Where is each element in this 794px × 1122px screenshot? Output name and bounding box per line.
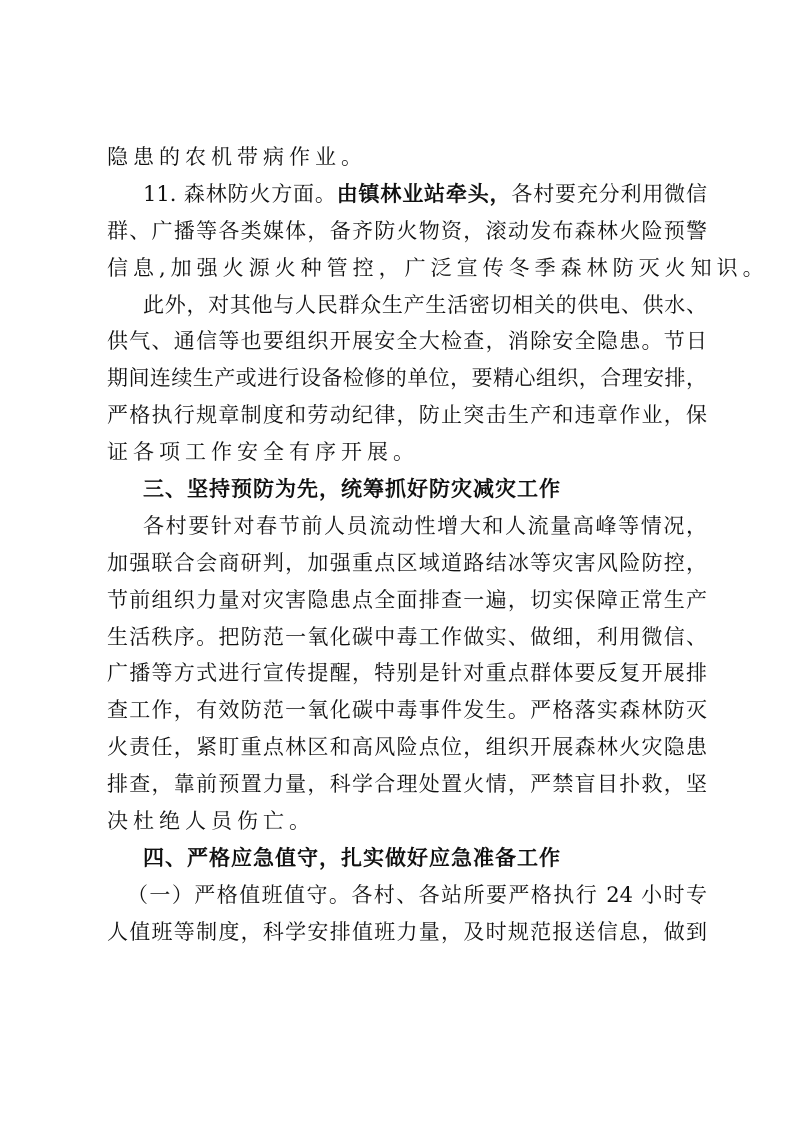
text-line: 查工作，有效防范一氧化碳中毒事件发生。严格落实森林防灭 bbox=[107, 698, 707, 723]
text-line: （一）严格值班值守。各村、各站所要严格执行 24 小时专 bbox=[127, 882, 707, 907]
bold-emphasis: 由镇林业站牵头， bbox=[336, 181, 512, 206]
item-lead: 11. 森林防火方面。 bbox=[143, 181, 337, 206]
text-line: 信息,加强火源火种管控，广泛宣传冬季森林防灭火知识。 bbox=[107, 255, 769, 280]
document-page bbox=[107, 139, 769, 951]
paragraph-1 bbox=[107, 139, 707, 176]
text-line: 人值班等制度，科学安排值班力量，及时规范报送信息，做到 bbox=[107, 919, 707, 944]
text-line: 生活秩序。把防范一氧化碳中毒工作做实、做细，利用微信、 bbox=[107, 624, 707, 649]
text-line: 火责任，紧盯重点林区和高风险点位，组织开展森林火灾隐患 bbox=[107, 735, 707, 760]
text-line: 加强联合会商研判，加强重点区域道路结冰等灾害风险防控， bbox=[107, 550, 707, 575]
text-line bbox=[107, 176, 707, 213]
text-line: 证各项工作安全有序开展。 bbox=[107, 440, 419, 465]
text-line: 节前组织力量对灾害隐患点全面排查一遍，切实保障正常生产 bbox=[107, 587, 707, 612]
paragraph-forest-fire bbox=[107, 176, 769, 287]
text-line: 隐患的农机带病作业。 bbox=[107, 145, 367, 169]
text-line: 此外，对其他与人民群众生产生活密切相关的供电、供水、 bbox=[143, 292, 707, 317]
text-line: 群、广播等各类媒体，备齐防火物资，滚动发布森林火险预警 bbox=[107, 218, 707, 243]
text-line: 供气、通信等也要组织开展安全大检查，消除安全隐患。节日 bbox=[107, 329, 707, 354]
text-line: 各村要针对春节前人员流动性增大和人流量高峰等情况， bbox=[143, 513, 707, 538]
paragraph-other-safety bbox=[107, 287, 707, 471]
item-rest: 各村要充分利用微信 bbox=[511, 181, 707, 206]
text-line: 排查，靠前预置力量，科学合理处置火情，严禁盲目扑救，坚 bbox=[107, 772, 707, 797]
text-line: 期间连续生产或进行设备检修的单位，要精心组织，合理安排， bbox=[107, 366, 707, 391]
paragraph-duty bbox=[107, 877, 707, 951]
text-line: 广播等方式进行宣传提醒，特别是针对重点群体要反复开展排 bbox=[107, 661, 707, 686]
text-line: 决杜绝人员伤亡。 bbox=[107, 809, 315, 834]
section-heading-4: 四、严格应急值守，扎实做好应急准备工作 bbox=[143, 845, 561, 870]
text-line: 严格执行规章制度和劳动纪律，防止突击生产和违章作业，保 bbox=[107, 403, 707, 428]
section-heading-3: 三、坚持预防为先，统筹抓好防灾减灾工作 bbox=[143, 477, 561, 502]
paragraph-disaster-prevention bbox=[107, 508, 707, 840]
